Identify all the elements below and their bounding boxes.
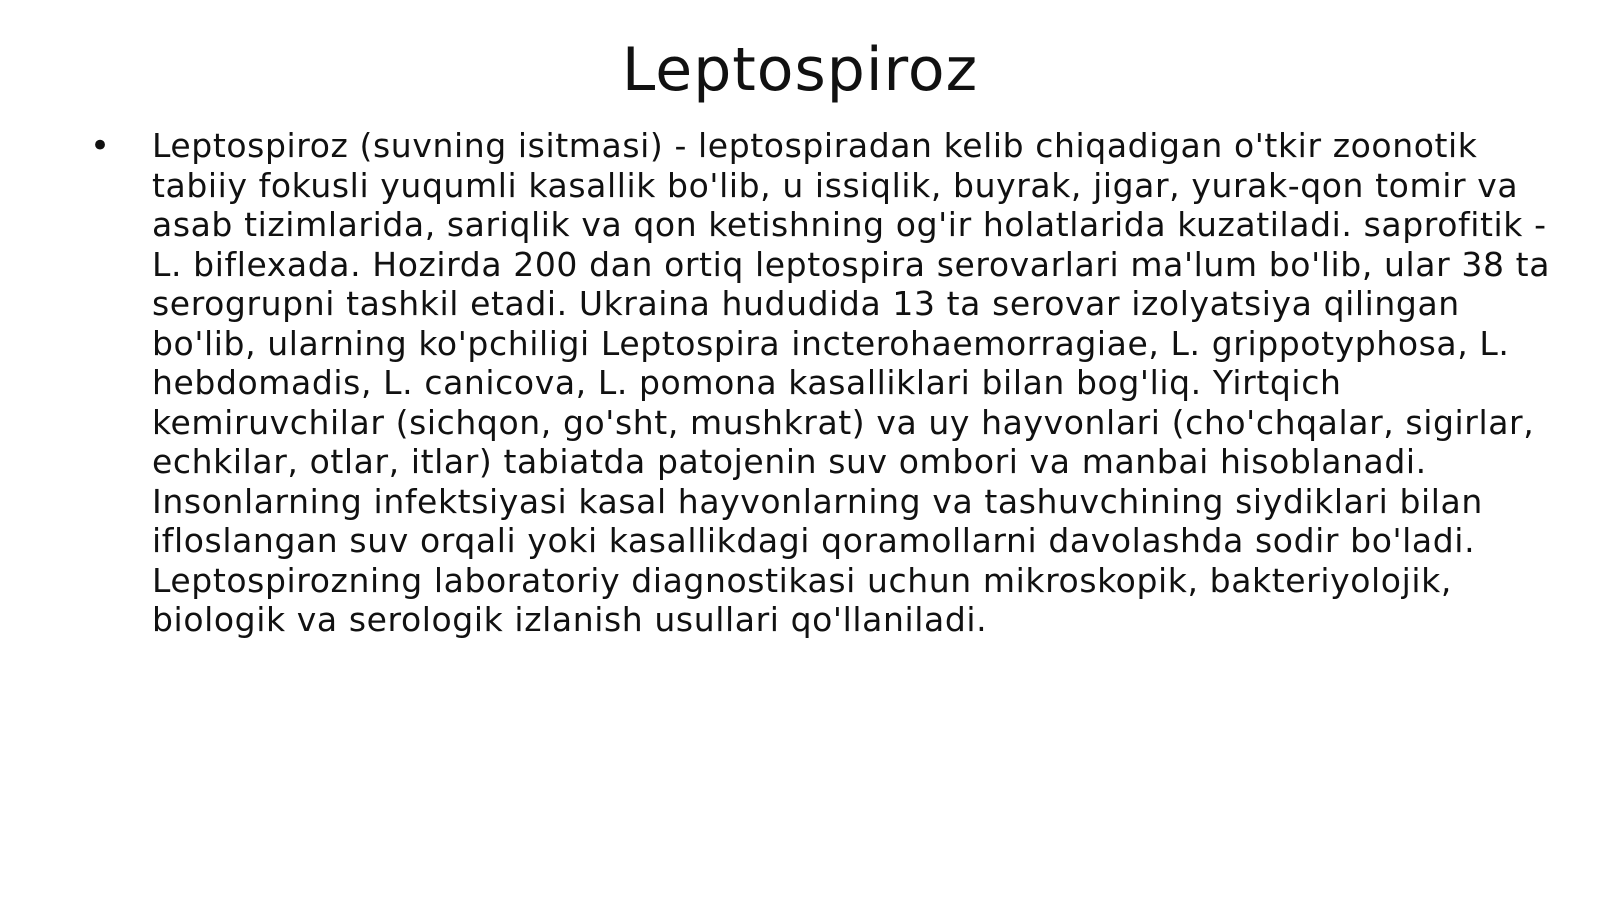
slide-title: Leptospiroz <box>621 35 979 105</box>
bullet-list <box>90 126 1560 640</box>
bullet-text: Leptospiroz (suvning isitmasi) - leptospiradan kelib chiqadigan o'tkir zoonotik tabiiy fokusli yuqumli kasallik bo'lib, u issiqlik, buyrak, jigar, yurak-qon tomir va asab tizimlarida, sariqlik va qon ketishning og'ir holatlarida kuzatiladi. saprofitik - L. biflexada. Hozirda 200 dan ortiq leptospira serovarlari ma'lum bo'lib, ular 38 ta serogrupni tashkil etadi. Ukraina hududida 13 ta serovar izolyatsiya qilingan bo'lib, ularning ko'pchiligi Leptospira incterohaemorragiae, L. grippotyphosa, L. hebdomadis, L. canicova, L. pomona kasalliklari bilan bog'liq. Yirtqich kemiruvchilar (sichqon, go'sht, mushkrat) va uy hayvonlari (cho'chqalar, sigirlar, echkilar, otlar, itlar) tabiatda patojenin suv ombori va manbai hisoblanadi. Insonlarning infektsiyasi kasal hayvonlarning va tashuvchining siydiklari bilan ifloslangan suv orqali yoki kasallikdagi qoramollarni davolashda sodir bo'ladi. Leptospirozning laboratoriy diagnostikasi uchun mikroskopik, bakteriyolojik, biologik va serologik izlanish usullari qo'llaniladi. <box>152 126 1551 639</box>
bullet-marker: • <box>90 126 111 166</box>
bullet-item <box>90 126 1560 640</box>
